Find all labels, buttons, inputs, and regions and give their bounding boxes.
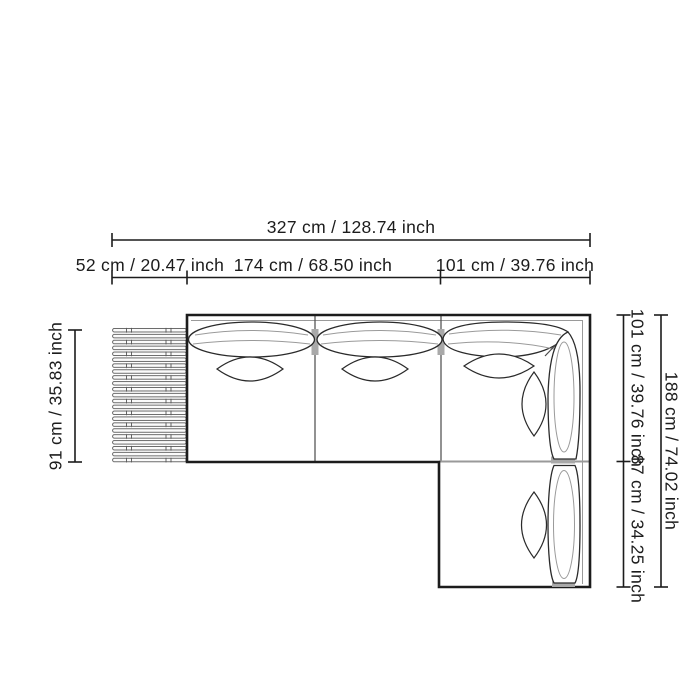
dim-label-left-depth: 91 cm / 35.83 inch <box>45 321 66 471</box>
throw-pillow-4 <box>522 372 546 436</box>
dim-label-right-upper: 101 cm / 39.76 inch <box>627 308 648 468</box>
dim-label-right-lower: 87 cm / 34.25 inch <box>627 454 648 604</box>
slat-panel <box>112 328 187 464</box>
back-cushion-2 <box>317 322 442 357</box>
back-cushion-1 <box>189 322 315 357</box>
throw-pillow-2 <box>342 357 408 381</box>
throw-pillow-5 <box>522 492 547 558</box>
throw-pillow-3 <box>464 354 534 378</box>
throw-pillow-1 <box>217 357 283 381</box>
arm-cushions <box>548 332 580 583</box>
arm-cushion-upper <box>548 332 580 459</box>
arm-cushion-lower <box>548 466 580 584</box>
dim-label-segment-3: 101 cm / 39.76 inch <box>435 255 595 275</box>
dim-label-total-width: 327 cm / 128.74 inch <box>266 217 436 237</box>
left-dimension-line <box>68 330 82 462</box>
throw-pillows <box>217 354 547 558</box>
dim-label-right-total: 188 cm / 74.02 inch <box>661 371 682 531</box>
dim-label-segment-1: 52 cm / 20.47 inch <box>75 255 225 275</box>
dim-label-segment-2: 174 cm / 68.50 inch <box>233 255 393 275</box>
